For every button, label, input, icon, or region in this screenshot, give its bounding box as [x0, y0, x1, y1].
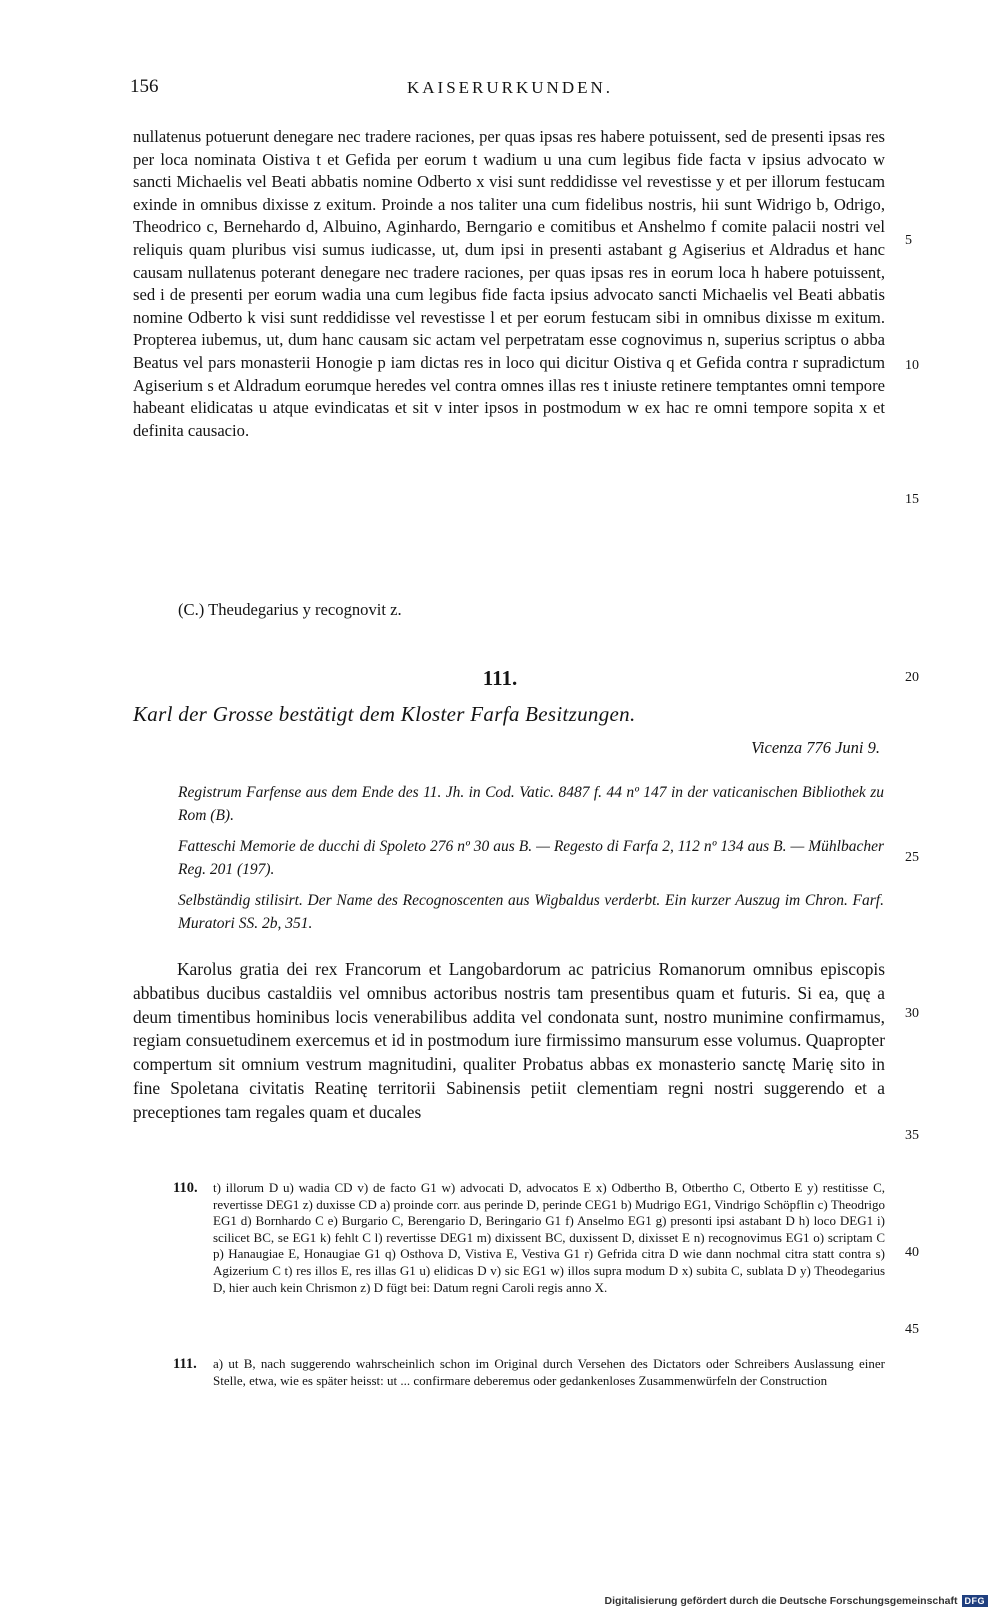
digitization-credit [605, 1595, 988, 1607]
running-title: KAISERURKUNDEN. [406, 78, 614, 97]
margin-line-number: 40 [905, 1245, 919, 1260]
style-note: Selbständig stilisirt. Der Name des Recognoscenten aus Wigbaldus verderbt. Ein kurzer Auszug im Chron. Farf. Muratori SS. 2b, 351. [178, 892, 884, 932]
footnote-text: t) illorum D u) wadia CD v) de facto G1 w) advocati D, advocatos E x) Odbertho B, Otbertho C, Otberto E y) restitisse C, revertisse DEG1 z) duxisse CD a) proinde corr. aus perinde D, perinde CEG1 b) Mudrigo EG1, Vindrigo Schöpflin c) Theodrigo EG1 d) Bornhardo C e) Burgario C, Berengario D, Beringario G1 f) Anselmo EG1 g) presonti ipsi astabant D h) loco DEG1 i) scilicet BC, se EG1 k) fehlt C l) revertisse DEG1 m) dixissent BC, duxissent D, dixisset E n) recognovimus EG1 o) scriptam C p) Hanaugiae E, Honaugiae G1 q) Osthova D, Vistiva E, Vestiva G1 r) Gefrida citra D wie dann nochmal citra statt contra s) Agizerium C t) res illos E, res illas G1 u) elidicas D v) sic EG1 w) illos supra modum D x) subita C, sublata D y) Theodegarius D, hier auch kein Chrismon z) D fügt bei: Datum regni Caroli regis anno X. [213, 1180, 885, 1295]
margin-line-number: 25 [905, 850, 919, 865]
page-header [130, 76, 890, 106]
dfg-logo: DFG [962, 1595, 989, 1607]
page-number: 156 [130, 76, 159, 97]
margin-line-number: 10 [905, 358, 919, 373]
footnote-text: a) ut B, nach suggerendo wahrscheinlich schon im Original durch Versehen des Dictators oder Schreibers Auslassung einer Stelle, etwa, wie es später heisst: ut ... confirmare deberemus oder gedankenloses Zusammenwürfeln der Construction [213, 1356, 885, 1388]
footnote-label: 111. [173, 1356, 197, 1372]
document-title: Karl der Grosse bestätigt dem Kloster Farfa Besitzungen. [133, 702, 636, 726]
footnote-label: 110. [173, 1180, 198, 1196]
charter-text-top [133, 126, 885, 442]
margin-line-number: 5 [905, 233, 912, 248]
margin-line-number: 35 [905, 1128, 919, 1143]
source-note: Registrum Farfense aus dem Ende des 11. Jh. in Cod. Vatic. 8487 f. 44 nº 147 in der vaticanischen Bibliothek zu Rom (B). [178, 784, 884, 824]
charter-paragraph: nullatenus potuerunt denegare nec tradere raciones, per quas ipsas res habere potuissent, sed de presenti ipsas res per loca nominata Oistiva t et Gefida per eorum t wadium u una cum legibus fide facta v ipsius advocato w sancti Michaelis vel Beati abbatis nomine Odberto x visi sunt reddidisse vel revestisse y et per illorum festucam exinde in omnibus dixisse z exitum. Proinde a nos taliter una cum fidelibus nostris, hii sunt Widrigo b, Odrigo, Theodrico c, Bernehardo d, Albuino, Aginhardo, Berngario e comitibus et Anshelmo f comite palacii nostri vel reliquis quam pluribus visi sumus iudicasse, ut, dum ipsi in presenti astabant g Agiserius et Aldradus et hanc causam nullatenus poterant denegare nec tradere raciones, per quas ipsas res in eorum loca h habere potuissent, sed i de presenti per eorum wadia una cum legibus fide facta ipsius advocato sancti Michaelis vel Beati abbatis nomine Odberto k visi sunt reddidisse vel revestisse l et per eorum festucam sibi in omnibus dixisse m exitum. Propterea iubemus, ut, dum hanc causam sic actam vel perpetratam esse cognovimus n, superius scriptus o abba Beatus vel pars monasterii Honogie p iam dictas res in loco qui dicitur Oistiva q et Gefida contra r supradictum Agiserium s et Aldradum eorumque heredes vel contra omnes illas res t iniuste retinere temptantes omni tempore habeant elidicatas u atque evindicatas et sit v inter ipsos in postmodum w ex hac re omni tempore sopita x et definita causacio. [133, 127, 885, 440]
footnotes-110 [133, 1180, 885, 1296]
margin-line-number: 45 [905, 1322, 919, 1337]
recognition-line: (C.) Theudegarius y recognovit z. [178, 600, 402, 619]
document-number: 111. [482, 666, 518, 690]
place-date: Vicenza 776 Juni 9. [751, 738, 880, 757]
margin-line-number: 30 [905, 1006, 919, 1021]
margin-line-number: 20 [905, 670, 919, 685]
credit-text: Digitalisierung gefördert durch die Deutsche Forschungsgemeinschaft [604, 1595, 958, 1607]
charter-text-bottom [133, 958, 885, 1125]
footnotes-111 [133, 1356, 885, 1389]
charter-paragraph: Karolus gratia dei rex Francorum et Langobardorum ac patricius Romanorum omnibus episcopis abbatibus ducibus castaldiis vel omnibus actoribus nostris tam presentibus quam et futuris. Si ea, quę a deum timentibus hominibus locis venerabilibus addita vel condonata sunt, nostro munimine confirmamus, regiam consuetudinem exercemus et id in postmodum iure firmissimo mansurum esse volumus. Quapropter compertum sit omnium vestrum magnitudini, qualiter Probatus abbas ex monasterio sanctę Marię sito in fine Spoletana civitatis Reatinę territorii Sabinensis petiit clementiam regni nostri suggerendo et a preceptiones tam regales quam et ducales [133, 959, 885, 1122]
edition-note: Fatteschi Memorie de ducchi di Spoleto 276 nº 30 aus B. — Regesto di Farfa 2, 112 nº 134 aus B. — Mühlbacher Reg. 201 (197). [178, 838, 884, 878]
margin-line-number: 15 [905, 492, 919, 507]
